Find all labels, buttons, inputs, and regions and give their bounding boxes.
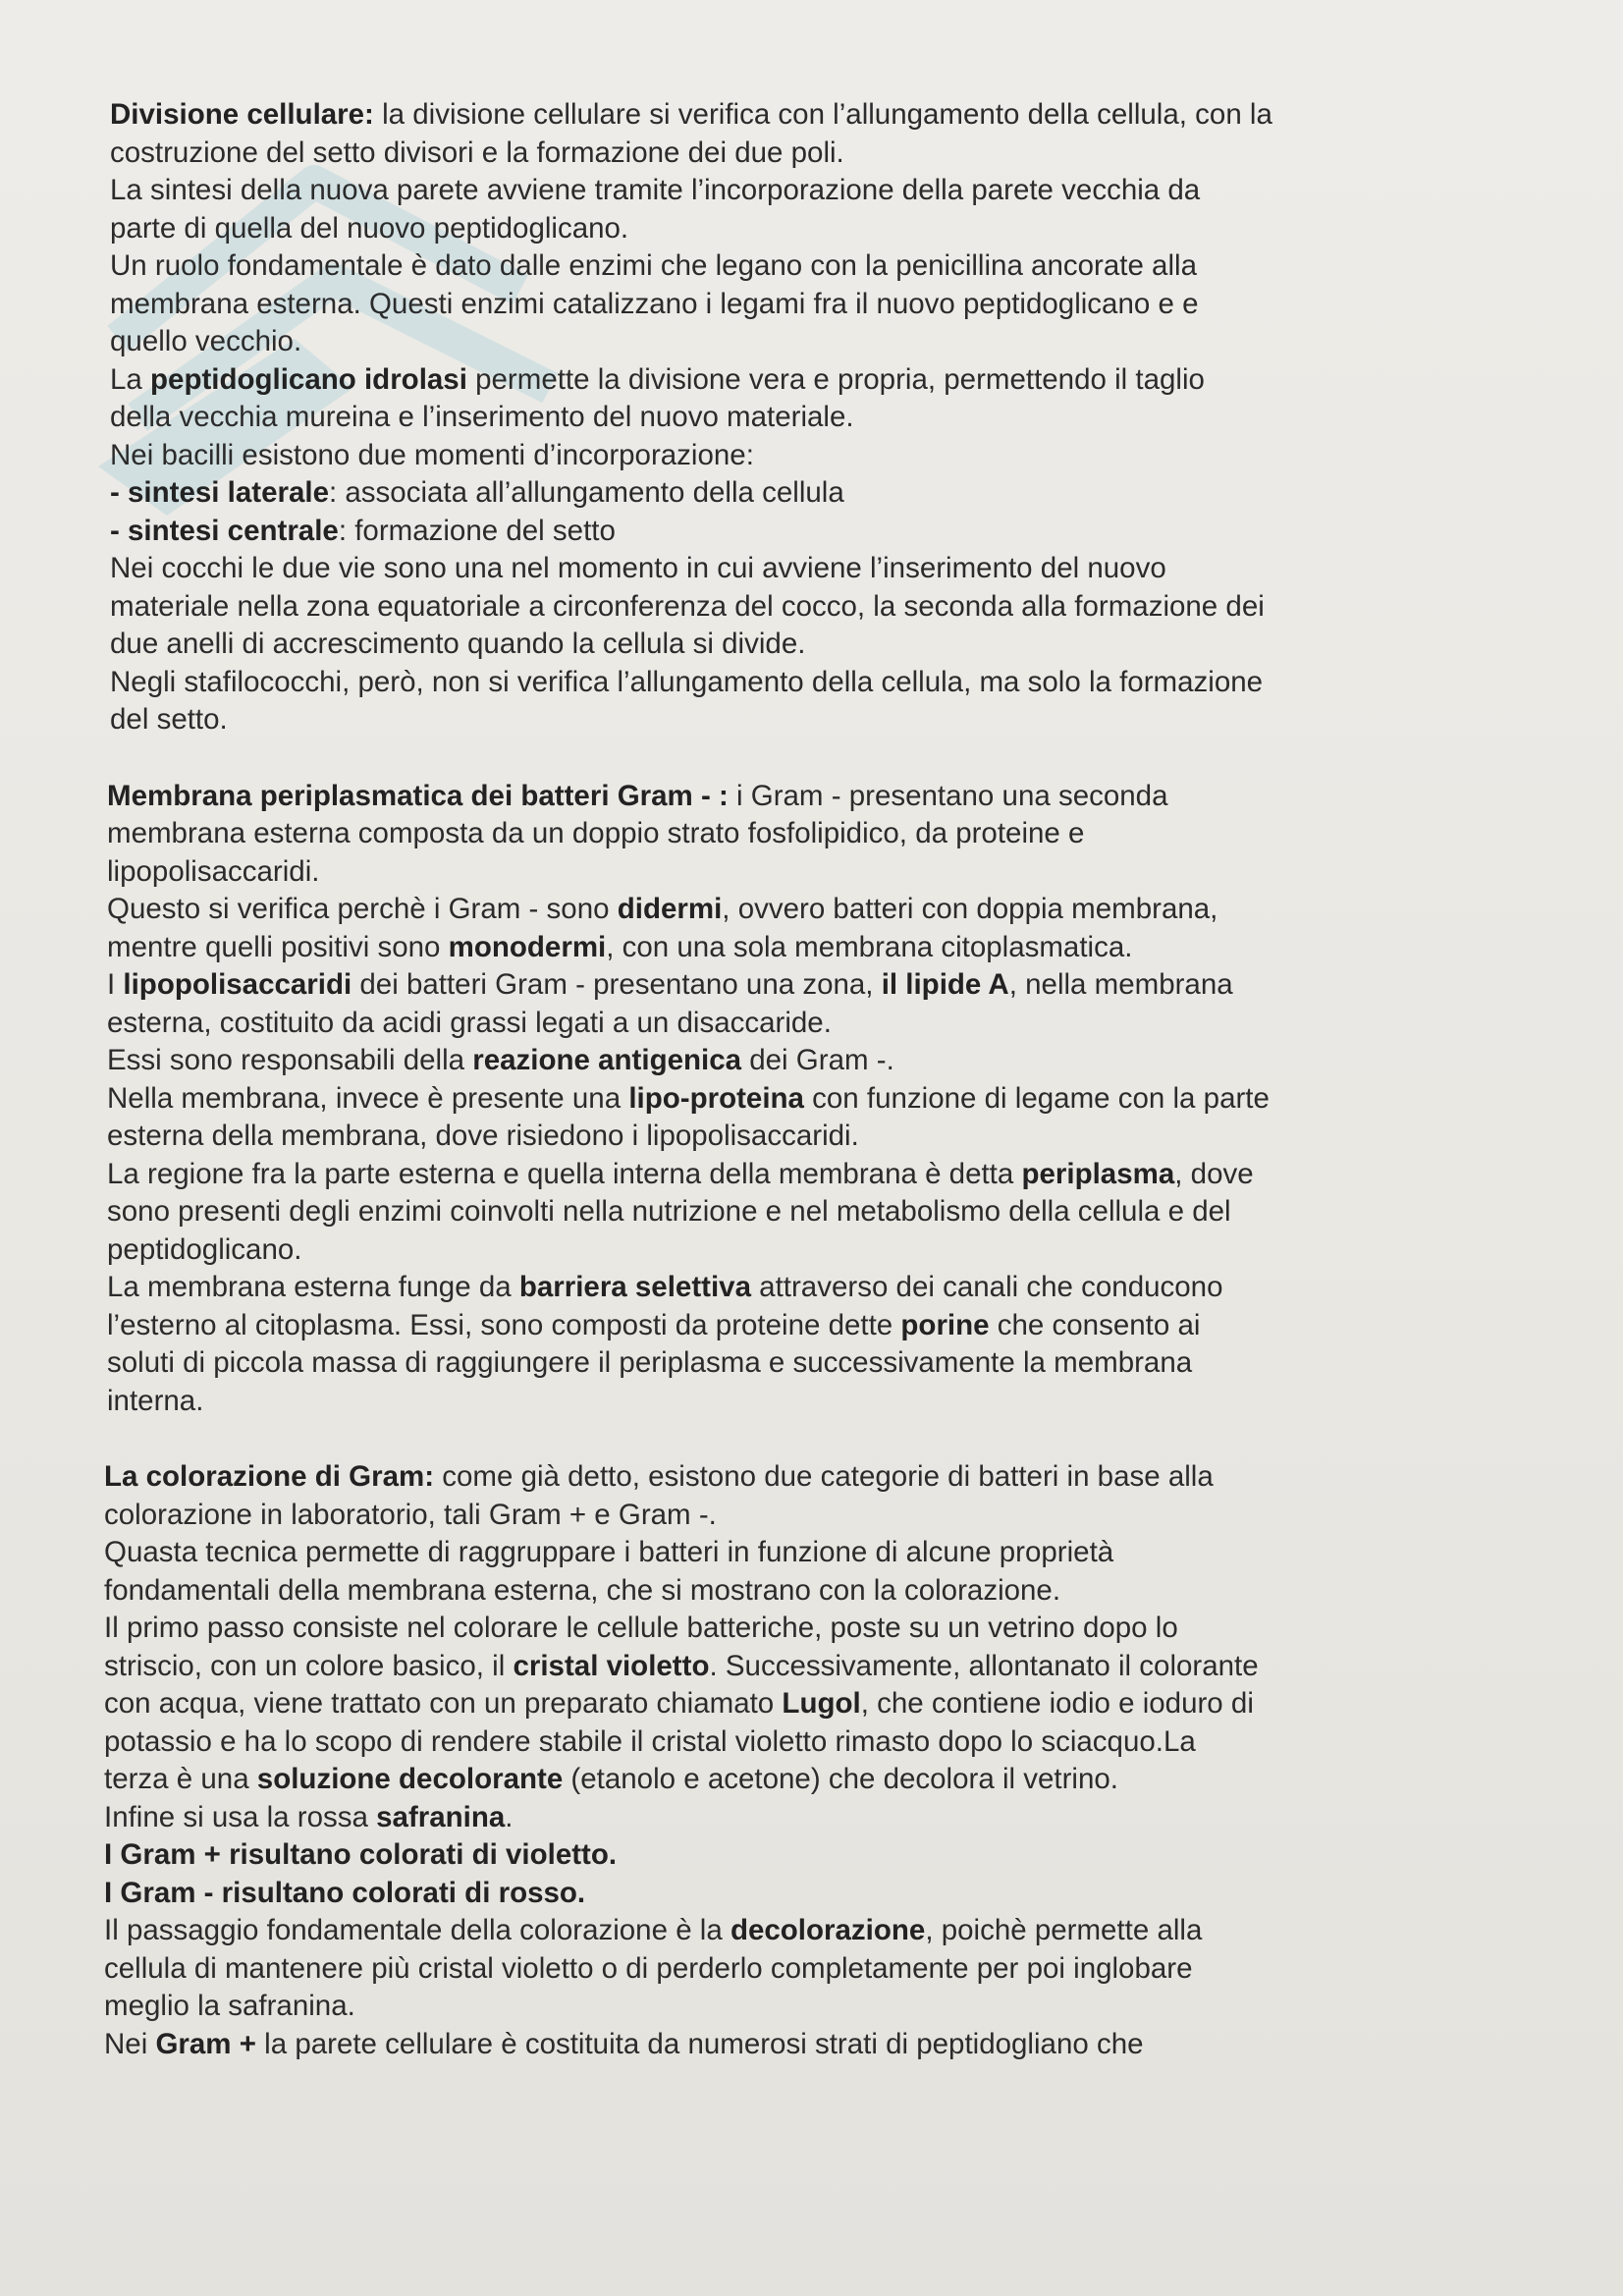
text-run: attraverso dei canali che conducono xyxy=(750,1271,1223,1303)
bold-term: I Gram - risultano colorati di rosso. xyxy=(104,1876,586,1909)
text-line xyxy=(104,1497,1514,1535)
text-line xyxy=(104,1458,1514,1497)
bold-term: Membrana periplasmatica dei batteri Gram - : xyxy=(107,779,729,812)
text-run: Negli stafilococchi, però, non si verifica l’allungamento della cellula, ma solo la formazione xyxy=(110,665,1264,698)
text-run: , con una sola membrana citoplasmatica. xyxy=(606,930,1133,963)
text-line xyxy=(110,172,1514,210)
text-line xyxy=(104,1761,1514,1799)
bold-term: - sintesi centrale xyxy=(110,514,339,547)
text-line xyxy=(110,550,1514,588)
text-line xyxy=(110,286,1514,324)
text-run: due anelli di accrescimento quando la cellula si divide. xyxy=(110,628,806,660)
text-run: quello vecchio. xyxy=(110,325,302,357)
text-line xyxy=(110,437,1514,475)
document-text xyxy=(104,96,1514,2102)
bold-term: monodermi xyxy=(448,930,607,963)
text-line xyxy=(107,1156,1514,1194)
text-line xyxy=(107,853,1514,892)
text-line xyxy=(110,323,1514,361)
text-line xyxy=(107,1269,1514,1307)
text-run: esterna, costituito da acidi grassi legati a un disaccaride. xyxy=(107,1006,832,1039)
section-1 xyxy=(110,96,1514,739)
bold-term: - sintesi laterale xyxy=(110,476,329,509)
text-line xyxy=(107,815,1514,853)
text-line xyxy=(107,1231,1514,1270)
bold-term: decolorazione xyxy=(730,1914,926,1946)
text-run: : formazione del setto xyxy=(338,514,616,547)
text-line xyxy=(107,1383,1514,1421)
text-run: soluti di piccola massa di raggiungere il periplasma e successivamente la membrana xyxy=(107,1346,1193,1379)
text-run: membrana esterna composta da un doppio strato fosfolipidico, da proteine e xyxy=(107,817,1085,849)
text-run: l’esterno al citoplasma. Essi, sono composti da proteine dette xyxy=(107,1308,901,1341)
text-run: Quasta tecnica permette di raggruppare i batteri in funzione di alcune proprietà xyxy=(104,1536,1114,1568)
text-line xyxy=(104,1988,1514,2026)
bold-term: Gram + xyxy=(155,2027,256,2060)
text-run: . xyxy=(505,1800,514,1833)
text-line xyxy=(110,210,1514,248)
text-run: colorazione in laboratorio, tali Gram + e Gram -. xyxy=(104,1498,717,1531)
text-run: come già detto, esistono due categorie di batteri in base alla xyxy=(434,1460,1214,1493)
text-line xyxy=(110,399,1514,437)
text-run: Un ruolo fondamentale è dato dalle enzimi che legano con la penicillina ancorate alla xyxy=(110,249,1197,282)
text-line xyxy=(107,1080,1514,1119)
text-line xyxy=(104,1799,1514,1837)
text-line xyxy=(110,247,1514,286)
text-line xyxy=(104,1610,1514,1648)
bold-term: Divisione cellulare: xyxy=(110,98,374,131)
text-run: , poichè permette alla xyxy=(925,1914,1203,1946)
text-line xyxy=(104,1950,1514,1989)
text-line xyxy=(110,701,1514,739)
bold-term: La colorazione di Gram: xyxy=(104,1460,435,1493)
text-line xyxy=(107,1118,1514,1156)
text-run: terza è una xyxy=(104,1763,257,1795)
bold-term: il lipide A xyxy=(881,968,1009,1001)
text-run: sono presenti degli enzimi coinvolti nella nutrizione e nel metabolismo della cellula e del xyxy=(107,1195,1231,1228)
text-run: La xyxy=(110,362,151,396)
text-run: con acqua, viene trattato con un preparato chiamato xyxy=(104,1687,783,1720)
bold-term: barriera selettiva xyxy=(518,1271,751,1303)
bold-term: Lugol xyxy=(782,1687,861,1720)
section-2 xyxy=(107,778,1514,1421)
text-line xyxy=(110,588,1514,627)
text-line xyxy=(104,1648,1514,1686)
text-run: che consento ai xyxy=(989,1308,1201,1341)
text-run: . Successivamente, allontanato il colorante xyxy=(709,1649,1259,1682)
bold-term: safranina xyxy=(376,1800,506,1833)
text-run: (etanolo e acetone) che decolora il vetrino. xyxy=(563,1763,1118,1795)
text-line xyxy=(110,626,1514,664)
text-run: La membrana esterna funge da xyxy=(107,1271,519,1303)
text-run: Nella membrana, invece è presente una xyxy=(107,1081,629,1115)
text-run: , dove xyxy=(1174,1157,1254,1190)
text-run: Essi sono responsabili della xyxy=(107,1044,473,1076)
text-line xyxy=(110,361,1514,400)
text-line xyxy=(104,1723,1514,1762)
text-line xyxy=(107,1307,1514,1345)
text-run: cellula di mantenere più cristal violetto o di perderlo completamente per poi inglobare xyxy=(104,1951,1193,1985)
text-run: Infine si usa la rossa xyxy=(104,1800,377,1833)
bold-term: peptidoglicano idrolasi xyxy=(150,362,467,396)
text-run: , nella membrana xyxy=(1008,968,1233,1001)
text-run: della vecchia mureina e l’inserimento del nuovo materiale. xyxy=(110,401,854,433)
text-run: , ovvero batteri con doppia membrana, xyxy=(722,893,1218,925)
text-line xyxy=(107,891,1514,929)
text-run: del setto. xyxy=(110,703,228,736)
bold-term: periplasma xyxy=(1021,1157,1175,1190)
text-run: i Gram - presentano una seconda xyxy=(728,779,1168,812)
text-line xyxy=(107,966,1514,1005)
text-run: potassio e ha lo scopo di rendere stabile il cristal violetto rimasto dopo lo sciacquo.La xyxy=(104,1724,1196,1758)
text-run: dei Gram -. xyxy=(741,1044,894,1076)
text-run: dei batteri Gram - presentano una zona, xyxy=(352,968,882,1001)
text-run: mentre quelli positivi sono xyxy=(107,930,449,963)
text-line xyxy=(110,96,1514,135)
bold-term: cristal violetto xyxy=(513,1649,710,1682)
text-line xyxy=(107,1042,1514,1080)
bold-term: reazione antigenica xyxy=(472,1044,742,1076)
text-line xyxy=(104,1534,1514,1572)
text-line xyxy=(110,135,1514,173)
text-line xyxy=(110,474,1514,513)
text-run: striscio, con un colore basico, il xyxy=(104,1649,514,1682)
bold-term: soluzione decolorante xyxy=(256,1763,564,1795)
text-run: costruzione del setto divisori e la formazione dei due poli. xyxy=(110,136,844,169)
text-line xyxy=(110,664,1514,702)
text-run: Nei cocchi le due vie sono una nel momento in cui avviene l’inserimento del nuovo xyxy=(110,552,1166,584)
text-run: la parete cellulare è costituita da numerosi strati di peptidogliano che xyxy=(255,2027,1144,2060)
text-run: parte di quella del nuovo peptidoglicano. xyxy=(110,211,629,245)
text-run: meglio la safranina. xyxy=(104,1990,355,2022)
bold-term: I Gram + risultano colorati di violetto. xyxy=(104,1838,618,1871)
bold-term: lipopolisaccaridi xyxy=(123,968,352,1001)
text-run: interna. xyxy=(107,1384,204,1417)
text-line xyxy=(107,1193,1514,1231)
text-run: materiale nella zona equatoriale a circonferenza del cocco, la seconda alla formazione dei xyxy=(110,589,1265,623)
text-line xyxy=(110,513,1514,551)
text-run: fondamentali della membrana esterna, che si mostrano con la colorazione. xyxy=(104,1573,1061,1607)
text-run: la divisione cellulare si verifica con l’allungamento della cellula, con la xyxy=(373,98,1272,131)
text-run: membrana esterna. Questi enzimi catalizzano i legami fra il nuovo peptidoglicano e e xyxy=(110,287,1199,320)
text-run: La sintesi della nuova parete avviene tramite l’incorporazione della parete vecchia da xyxy=(110,174,1201,206)
text-line xyxy=(104,2026,1514,2064)
text-line xyxy=(104,1572,1514,1611)
bold-term: didermi xyxy=(617,893,723,925)
text-run: Nei bacilli esistono due momenti d’incorporazione: xyxy=(110,438,754,471)
bold-term: lipo-proteina xyxy=(628,1081,804,1115)
text-line xyxy=(107,1005,1514,1043)
bold-term: porine xyxy=(900,1308,990,1341)
text-run: Questo si verifica perchè i Gram - sono xyxy=(107,893,618,925)
text-run: : associata all’allungamento della cellula xyxy=(329,476,844,509)
text-line xyxy=(104,1912,1514,1950)
text-run: I xyxy=(107,968,124,1001)
text-run: peptidoglicano. xyxy=(107,1232,302,1266)
text-line xyxy=(107,778,1514,816)
text-line xyxy=(104,1875,1514,1913)
text-run: La regione fra la parte esterna e quella interna della membrana è detta xyxy=(107,1157,1022,1190)
text-line xyxy=(107,929,1514,967)
text-run: esterna della membrana, dove risiedono i lipopolisaccaridi. xyxy=(107,1120,859,1152)
text-line xyxy=(107,1344,1514,1383)
section-3 xyxy=(104,1458,1514,2063)
text-line xyxy=(104,1685,1514,1723)
text-run: Nei xyxy=(104,2027,156,2060)
text-line xyxy=(104,1836,1514,1875)
text-run: , che contiene iodio e ioduro di xyxy=(860,1687,1254,1720)
text-run: con funzione di legame con la parte xyxy=(803,1081,1270,1115)
text-run: Il passaggio fondamentale della colorazione è la xyxy=(104,1914,730,1946)
text-run: lipopolisaccaridi. xyxy=(107,854,320,888)
text-run: permette la divisione vera e propria, permettendo il taglio xyxy=(466,362,1205,396)
text-run: Il primo passo consiste nel colorare le cellule batteriche, poste su un vetrino dopo lo xyxy=(104,1612,1178,1644)
